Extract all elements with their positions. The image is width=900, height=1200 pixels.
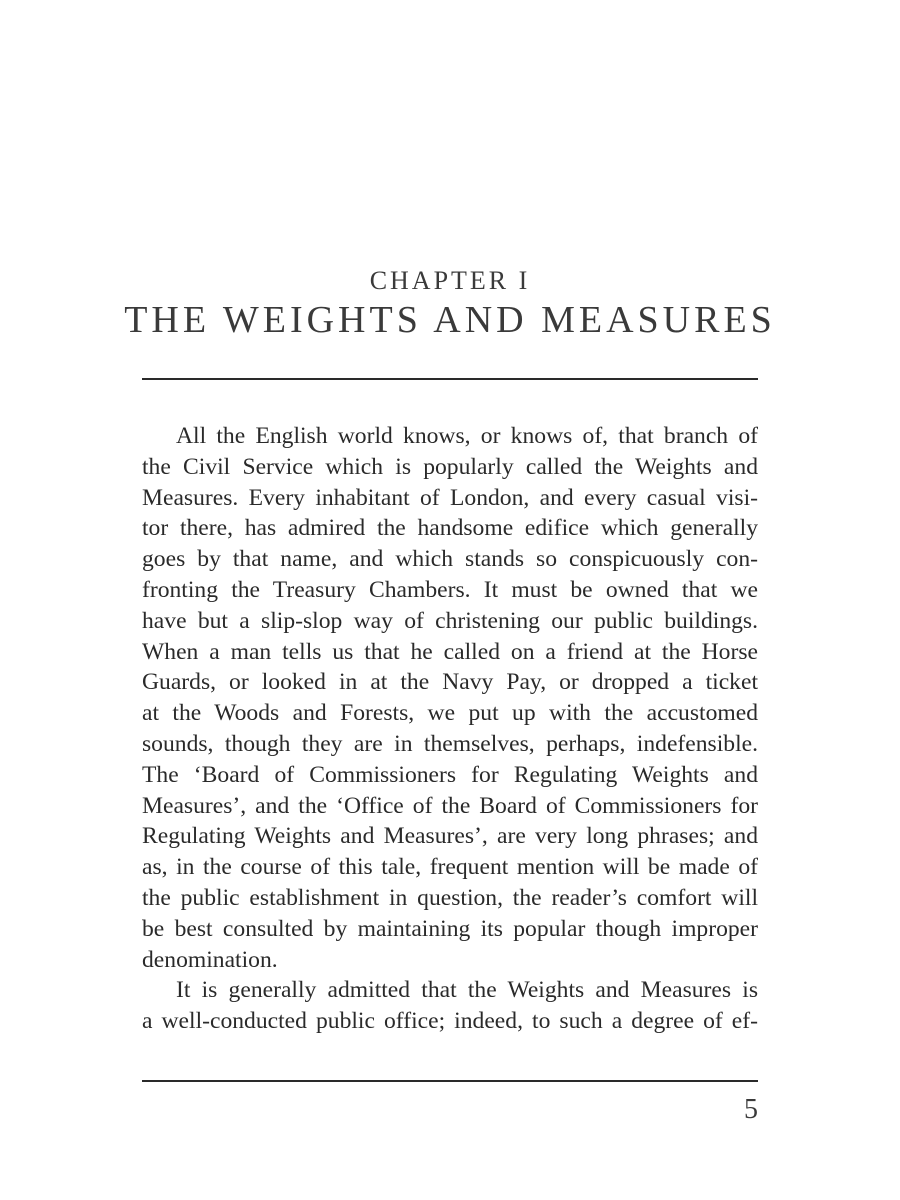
text-line: When a man tells us that he called on a friend at the Horse bbox=[142, 638, 758, 665]
text-line: a well-conducted public office; indeed, to such a degree of ef- bbox=[142, 1008, 758, 1035]
text-line: denomination. bbox=[142, 946, 278, 973]
text-line: All the English world knows, or knows of, that branch of bbox=[176, 423, 758, 449]
text-line: fronting the Treasury Chambers. It must be owned that we bbox=[142, 576, 758, 603]
text-line: Regulating Weights and Measures’, are very long phrases; and bbox=[142, 823, 758, 850]
top-divider bbox=[142, 378, 758, 380]
text-line: tor there, has admired the handsome edifice which generally bbox=[142, 515, 758, 542]
text-line: It is generally admitted that the Weights and Measures is bbox=[176, 977, 758, 1004]
text-line: at the Woods and Forests, we put up with the accustomed bbox=[142, 700, 758, 727]
text-line: be best consulted by maintaining its popular though improper bbox=[142, 915, 758, 942]
chapter-label: CHAPTER I bbox=[369, 266, 531, 295]
text-line: The ‘Board of Commissioners for Regulating Weights and bbox=[142, 761, 758, 788]
text-line: as, in the course of this tale, frequent mention will be made of bbox=[142, 854, 758, 881]
text-line: the public establishment in question, the reader’s comfort will bbox=[142, 884, 758, 911]
text-line: the Civil Service which is popularly called the Weights and bbox=[142, 453, 758, 480]
chapter-title: THE WEIGHTS AND MEASURES bbox=[124, 299, 776, 341]
text-line: sounds, though they are in themselves, perhaps, indefensible. bbox=[142, 730, 758, 757]
text-line: Measures’, and the ‘Office of the Board of Commissioners for bbox=[142, 792, 758, 819]
text-line: Measures. Every inhabitant of London, and every casual visi- bbox=[142, 484, 758, 511]
text-line: have but a slip-slop way of christening our public buildings. bbox=[142, 607, 758, 634]
bottom-divider bbox=[142, 1080, 758, 1082]
body-text bbox=[142, 421, 758, 1037]
page-number: 5 bbox=[744, 1094, 758, 1125]
text-line: goes by that name, and which stands so conspicuously con- bbox=[142, 546, 758, 573]
text-line: Guards, or looked in at the Navy Pay, or dropped a ticket bbox=[142, 669, 758, 696]
